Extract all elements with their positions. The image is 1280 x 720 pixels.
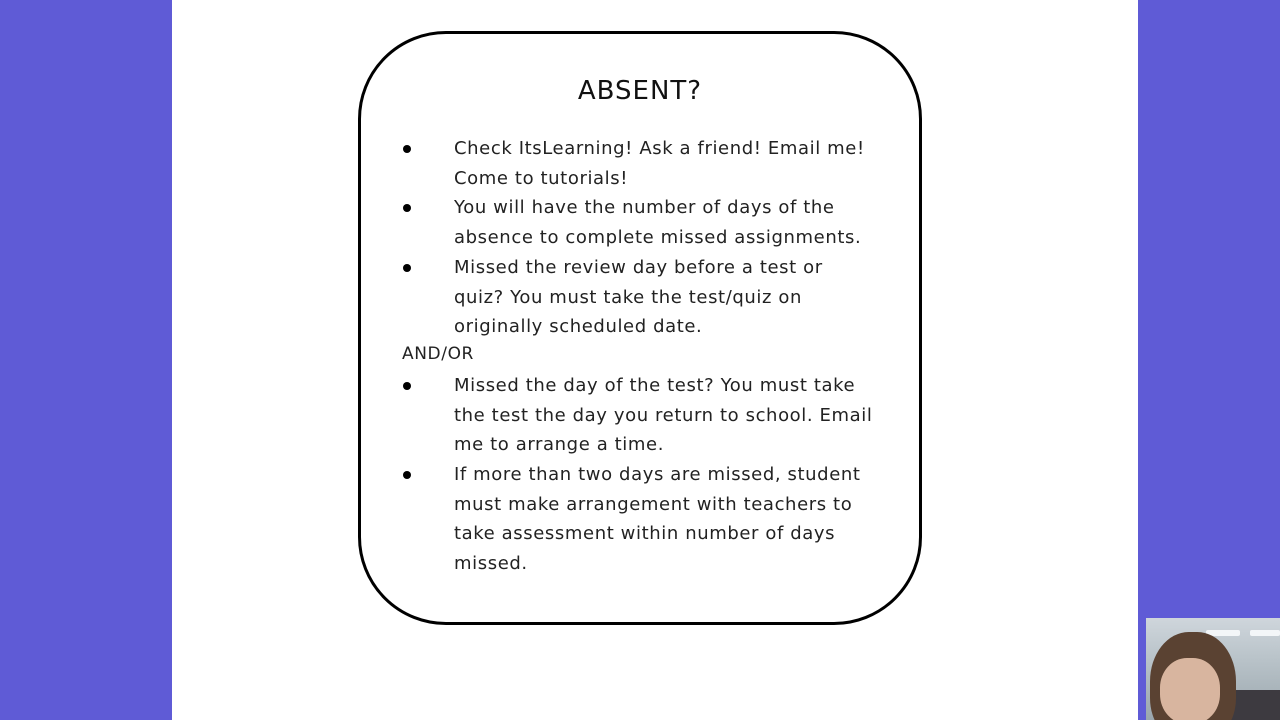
bullet-icon xyxy=(403,471,411,479)
absent-info-card xyxy=(358,31,922,625)
list-item-text: Check ItsLearning! Ask a friend! Email me! Come to tutorials! xyxy=(454,138,865,189)
ceiling-light xyxy=(1250,630,1280,636)
list-item-text: Missed the review day before a test or quiz? You must take the test/quiz on originally scheduled date. xyxy=(454,257,823,337)
bullet-icon xyxy=(403,264,411,272)
list-item-text: If more than two days are missed, student must make arrangement with teachers to take assessment within number of days missed. xyxy=(454,464,861,574)
and-or-separator: AND/OR xyxy=(402,344,474,364)
list-item-text: Missed the day of the test? You must take the test the day you return to school. Email me to arrange a time. xyxy=(454,375,873,455)
slide-title: ABSENT? xyxy=(577,76,703,106)
left-background-bar xyxy=(0,0,172,720)
list-item-text: You will have the number of days of the absence to complete missed assignments. xyxy=(454,197,862,248)
presenter-face xyxy=(1160,658,1220,720)
bullet-icon xyxy=(403,382,411,390)
webcam-video-feed xyxy=(1146,618,1280,720)
bullet-icon xyxy=(403,204,411,212)
right-background-bar xyxy=(1138,0,1280,720)
presentation-slide xyxy=(172,0,1138,720)
bullet-icon xyxy=(403,145,411,153)
